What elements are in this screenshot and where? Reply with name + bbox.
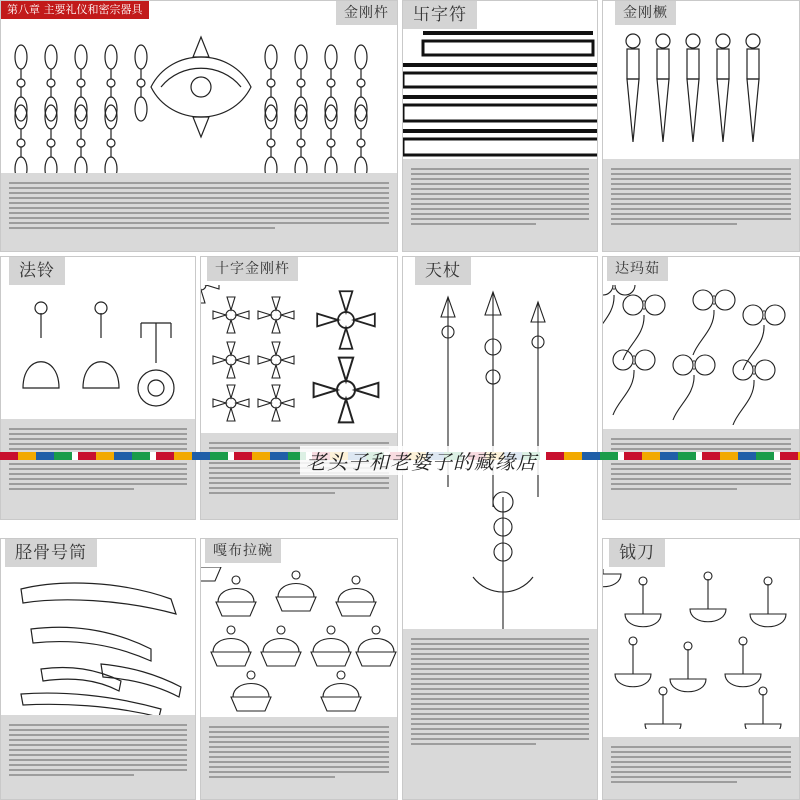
kartika-illustration [603,569,800,729]
vajra-illustration [1,27,398,177]
description-text [403,159,597,251]
swastika-pattern-illustration [403,31,598,161]
tile-title: 达玛茹 [607,257,668,281]
description-text [603,159,799,251]
tile-title: 胫骨号筒 [5,539,97,567]
description-text [1,173,397,251]
tile-kartika [602,538,800,800]
tile-title: 金刚橛 [615,1,676,25]
tile-double-vajra [200,256,398,520]
kapala-illustration [201,567,398,717]
tile-vajra [0,0,398,252]
tile-title: 卐字符 [403,1,477,29]
description-text [1,715,195,799]
double-vajra-illustration [201,285,398,425]
tile-title: 十字金刚杵 [207,257,298,281]
tile-title: 金刚杵 [336,1,397,25]
description-text [201,717,397,799]
tile-thighbone [0,538,196,800]
chapter-label: 第八章 主要礼仪和密宗器具 [1,1,149,19]
tile-bell [0,256,196,520]
description-text [603,429,799,519]
description-text [603,737,799,799]
tile-title: 嘎布拉碗 [205,539,281,563]
bell-illustration [1,293,196,413]
tile-title: 钺刀 [609,539,665,567]
description-text [403,629,597,799]
thighbone-trumpet-illustration [1,569,196,719]
tile-phurba [602,0,800,252]
phurba-illustration [603,27,800,157]
tile-title: 天杖 [415,257,471,285]
damaru-illustration [603,285,800,425]
tile-damaru [602,256,800,520]
watermark-text: 老头子和老婆子的藏缘店 [300,446,543,475]
tile-staff [402,256,598,800]
tile-swastika [402,0,598,252]
description-text [1,419,195,519]
tile-kapala [200,538,398,800]
tile-title: 法铃 [9,257,65,285]
